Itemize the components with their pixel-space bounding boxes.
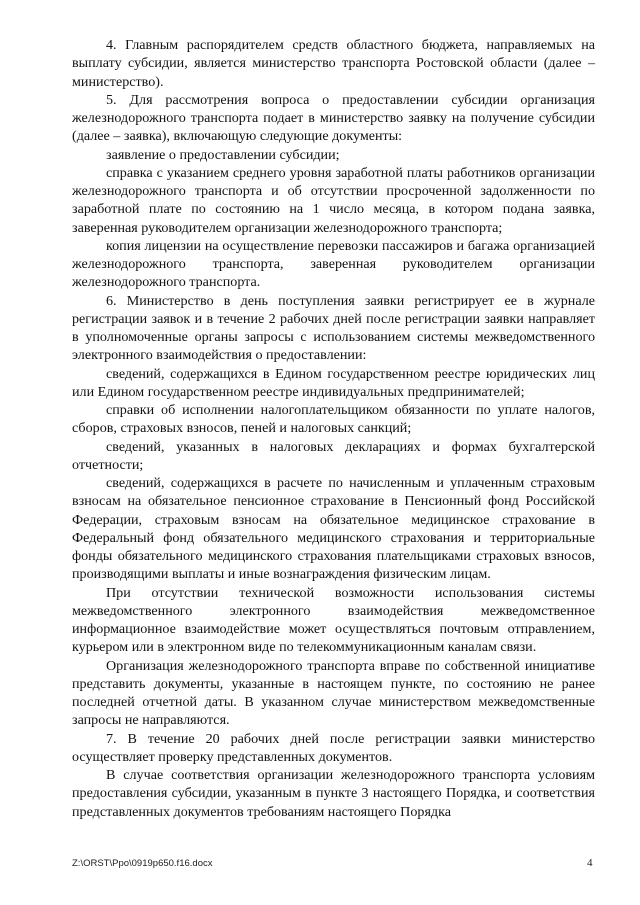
list-item-salary-certificate: справка с указанием среднего уровня заработной платы работников организации железнодорожного транспорта и об отсутствии просроченной задолженности по заработной плате по состоянию на 1 число месяца, в котором подана заявка, заверенная руководителем организации железнодорожного транспорта; — [72, 164, 595, 236]
list-item-tax-declarations: сведений, указанных в налоговых декларациях и формах бухгалтерской отчетности; — [72, 438, 595, 473]
paragraph-alternative-channels: При отсутствии технической возможности использования системы межведомственного электронного взаимодействия межведомственное информационное взаимодействие может осуществляться почтовым отправлением, курьером или в электронном виде по телекоммуникационным каналам связи. — [72, 584, 595, 656]
document-body — [72, 36, 595, 821]
paragraph-item-7: 7. В течение 20 рабочих дней после регистрации заявки министерство осуществляет проверку представленных документов. — [72, 730, 595, 765]
list-item-insurance-calculation: сведений, содержащихся в расчете по начисленным и уплаченным страховым взносам на обязательное пенсионное страхование в Пенсионный фонд Российской Федерации, страховым взносам на обязательное медицинское страхование в Федеральный фонд обязательного медицинского страхования и территориальные фонды обязательного медицинского страхования плательщиками страховых взносов, производящими выплаты и иные вознаграждения физическим лицам. — [72, 475, 595, 583]
paragraph-item-5: 5. Для рассмотрения вопроса о предоставлении субсидии организация железнодорожного транспорта подает в министерство заявку на получение субсидии (далее – заявка), включающую следующие документы: — [72, 91, 595, 145]
paragraph-item-6: 6. Министерство в день поступления заявки регистрирует ее в журнале регистрации заявок и в течение 2 рабочих дней после регистрации заявки направляет в уполномоченные органы запросы с использованием системы межведомственного электронного взаимодействия о предоставлении: — [72, 292, 595, 364]
paragraph-item-4: 4. Главным распорядителем средств областного бюджета, направляемых на выплату субсидии, является министерство транспорта Ростовской области (далее – министерство). — [72, 37, 595, 90]
list-item-tax-certificate: справки об исполнении налогоплательщиком обязанности по уплате налогов, сборов, страховых взносов, пеней и налоговых санкций; — [72, 402, 595, 437]
list-item-registry-info: сведений, содержащихся в Едином государственном реестре юридических лиц или Едином государственном реестре индивидуальных предпринимателей; — [72, 365, 595, 400]
page-number: 4 — [587, 857, 593, 869]
list-item-license-copy: копия лицензии на осуществление перевозки пассажиров и багажа организацией железнодорожного транспорта, заверенная руководителем организации железнодорожного транспорта. — [72, 237, 595, 291]
footer-file-path: Z:\ORST\Ppo\0919p650.f16.docx — [72, 858, 213, 869]
paragraph-compliance: В случае соответствия организации железнодорожного транспорта условиям предоставления субсидии, указанным в пункте 3 настоящего Порядка, и соответствия представленных документов требованиям настоящего Порядка — [72, 767, 595, 820]
list-item-application: заявление о предоставлении субсидии; — [106, 146, 340, 163]
paragraph-own-initiative: Организация железнодорожного транспорта вправе по собственной инициативе представить документы, указанные в настоящем пункте, по состоянию не ранее последней отчетной даты. В указанном случае министерством межведомственные запросы не направляются. — [72, 657, 595, 729]
